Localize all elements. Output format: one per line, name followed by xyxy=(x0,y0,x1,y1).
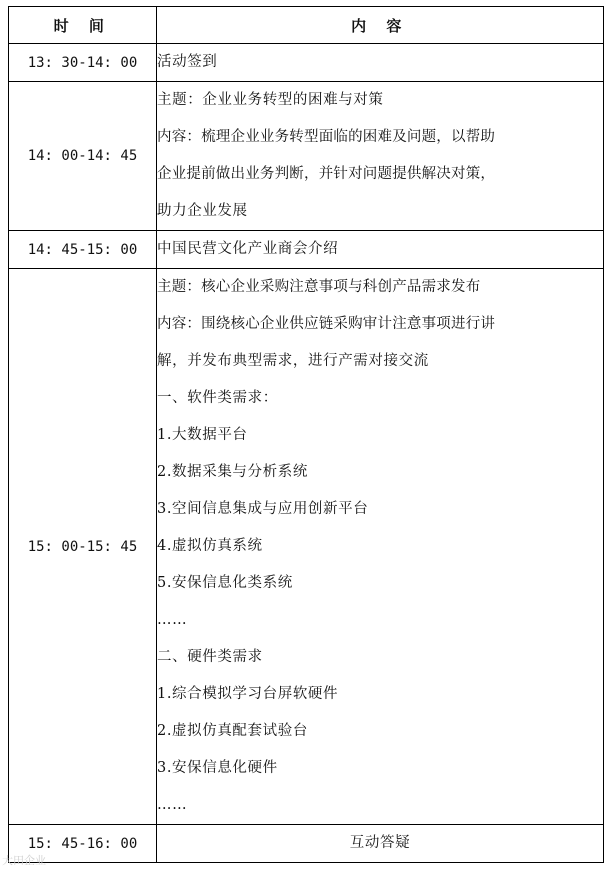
content-line: …… xyxy=(157,797,188,813)
content-line: 中国民营文化产业商会介绍 xyxy=(157,241,339,257)
content-line: 助力企业发展 xyxy=(157,203,248,219)
content-line: 内容：梳理企业业务转型面临的困难及问题，以帮助 xyxy=(157,129,496,145)
content-line: 3.安保信息化硬件 xyxy=(157,760,278,776)
content-line: 互动答疑 xyxy=(349,835,411,851)
table-row xyxy=(9,44,604,82)
content-line: 主题：企业业务转型的困难与对策 xyxy=(157,92,384,108)
content-line: 2.虚拟仿真配套试验台 xyxy=(157,723,308,739)
table-row xyxy=(9,825,604,863)
content-line: 4.虚拟仿真系统 xyxy=(157,538,263,554)
content-line: 1.综合模拟学习台屏软硬件 xyxy=(157,686,339,702)
content-line: 3.空间信息集成与应用创新平台 xyxy=(157,501,369,517)
time-cell: 14: 45-15: 00 xyxy=(9,231,157,269)
time-cell: 15: 00-15: 45 xyxy=(9,269,157,825)
header-row xyxy=(9,7,604,44)
content-line: 解，并发布典型需求，进行产需对接交流 xyxy=(157,353,429,369)
table-row xyxy=(9,269,604,825)
table-row xyxy=(9,231,604,269)
content-line: …… xyxy=(157,612,188,628)
content-cell xyxy=(157,825,604,863)
content-cell xyxy=(157,44,604,82)
content-line: 1.大数据平台 xyxy=(157,427,248,443)
content-cell xyxy=(157,231,604,269)
content-cell xyxy=(157,82,604,231)
content-line: 2.数据采集与分析系统 xyxy=(157,464,308,480)
watermark: 大田企业 xyxy=(2,854,46,867)
time-cell: 15: 45-16: 00 xyxy=(9,825,157,863)
time-cell: 13: 30-14: 00 xyxy=(9,44,157,82)
content-line: 5.安保信息化类系统 xyxy=(157,575,293,591)
content-line: 活动签到 xyxy=(157,54,218,70)
content-line: 企业提前做出业务判断，并针对问题提供解决对策， xyxy=(157,166,496,182)
table-row xyxy=(9,82,604,231)
schedule-table xyxy=(8,6,604,863)
content-line: 一、软件类需求： xyxy=(157,390,278,406)
content-line: 主题：核心企业采购注意事项与科创产品需求发布 xyxy=(157,279,481,295)
time-cell: 14: 00-14: 45 xyxy=(9,82,157,231)
header-content: 内 容 xyxy=(157,7,604,44)
header-time: 时 间 xyxy=(9,7,157,44)
content-cell xyxy=(157,269,604,825)
content-line: 内容：围绕核心企业供应链采购审计注意事项进行讲 xyxy=(157,316,496,332)
content-line: 二、硬件类需求 xyxy=(157,649,263,665)
